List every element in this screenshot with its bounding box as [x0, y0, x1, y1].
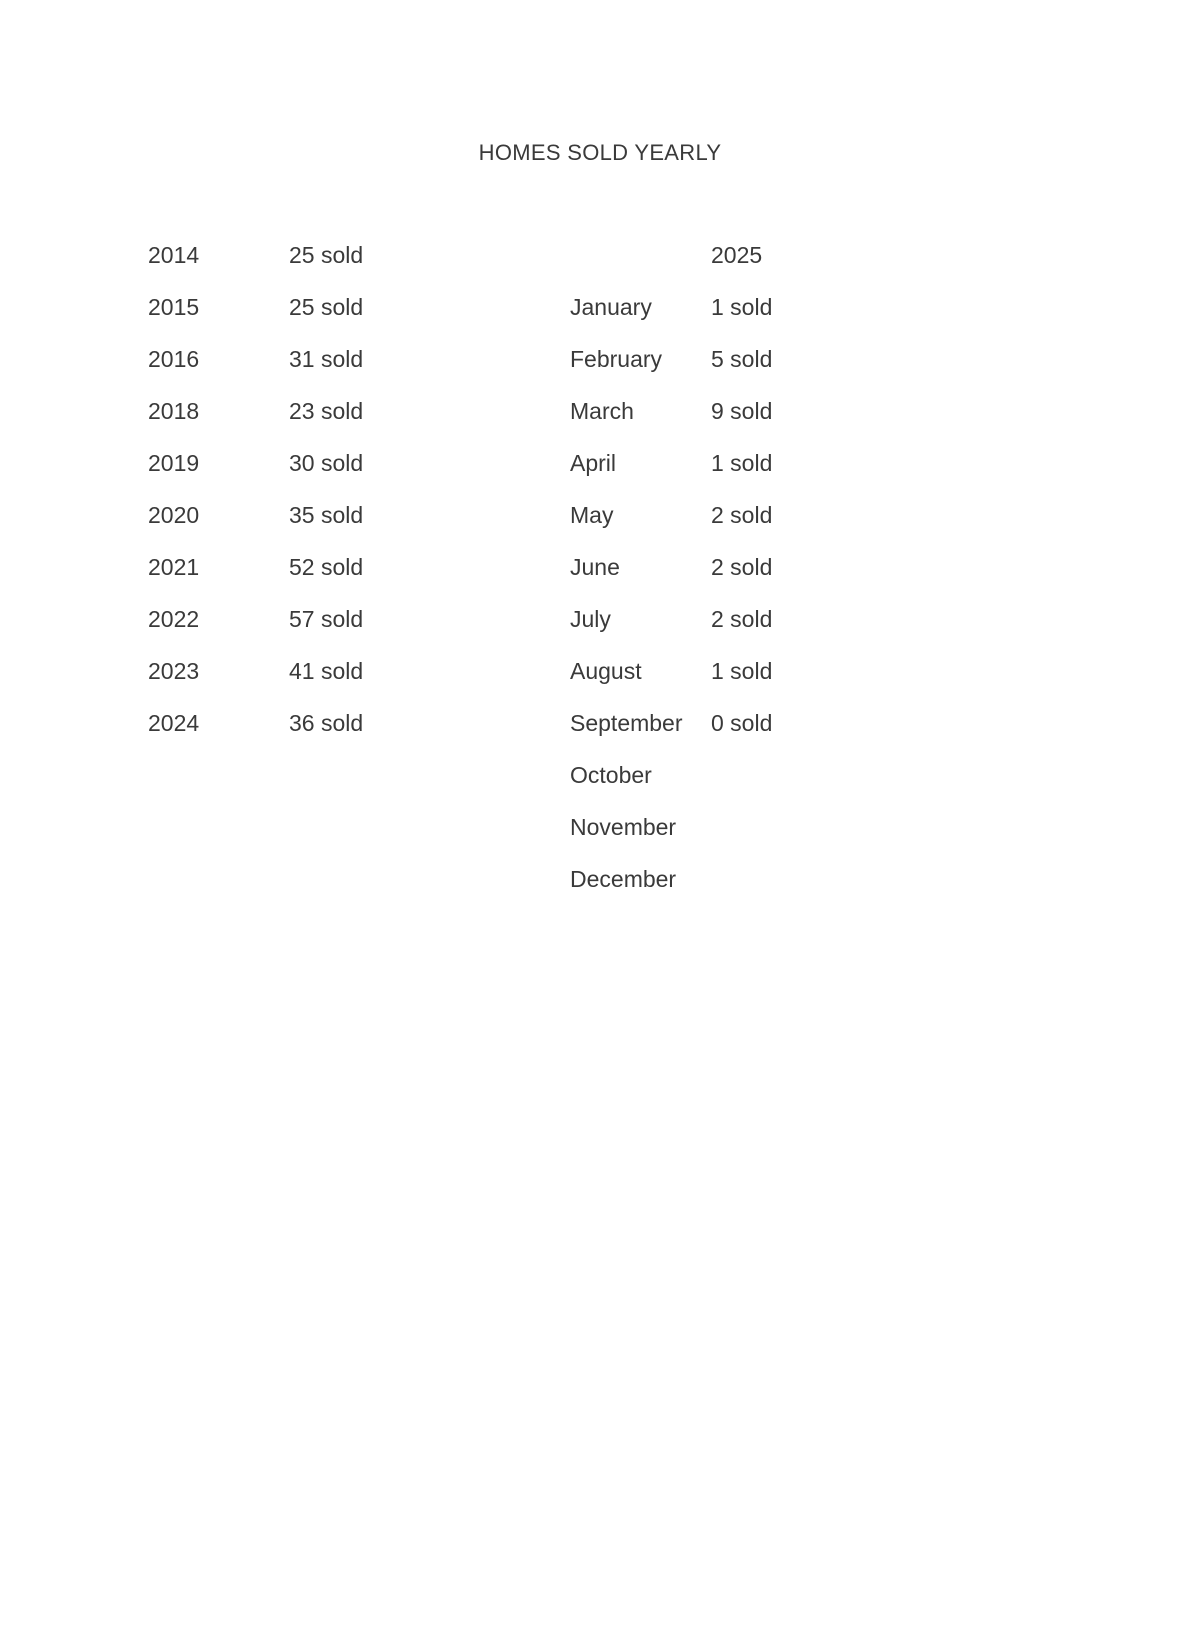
list-item: [570, 552, 870, 604]
year-label: 2021: [148, 554, 200, 580]
list-item: [570, 500, 870, 552]
sold-count: 1 sold: [711, 294, 773, 320]
sold-count: 5 sold: [711, 346, 773, 372]
month-label: December: [570, 866, 677, 892]
month-label: February: [570, 346, 663, 372]
sold-count: 57 sold: [289, 606, 364, 632]
year-label: 2016: [148, 346, 200, 372]
year-label: 2019: [148, 450, 200, 476]
sold-count: 36 sold: [289, 710, 364, 736]
list-item: [570, 344, 870, 396]
list-item: [570, 760, 870, 812]
month-label: May: [570, 502, 614, 528]
year-label: 2022: [148, 606, 200, 632]
sold-count: 23 sold: [289, 398, 364, 424]
list-item: [148, 344, 448, 396]
sold-count: 2 sold: [711, 502, 773, 528]
year-label: 2018: [148, 398, 200, 424]
list-item: [148, 396, 448, 448]
list-item: [570, 812, 870, 864]
sold-count: 9 sold: [711, 398, 773, 424]
month-label: January: [570, 294, 652, 320]
sold-count: 0 sold: [711, 710, 773, 736]
monthly-year-header: [570, 240, 870, 292]
list-item: [148, 292, 448, 344]
list-item: [148, 448, 448, 500]
list-item: [570, 292, 870, 344]
month-label: April: [570, 450, 617, 476]
sold-count: 35 sold: [289, 502, 364, 528]
year-label: 2023: [148, 658, 200, 684]
list-item: [148, 240, 448, 292]
month-label: March: [570, 398, 634, 424]
sold-count: 1 sold: [711, 658, 773, 684]
list-item: [570, 448, 870, 500]
year-label: 2024: [148, 710, 200, 736]
list-item: [570, 708, 870, 760]
sold-count: 2 sold: [711, 554, 773, 580]
sold-count: 25 sold: [289, 242, 364, 268]
year-heading: 2025: [711, 242, 763, 268]
month-label: September: [570, 710, 683, 736]
list-item: [570, 656, 870, 708]
month-label: June: [570, 554, 620, 580]
sold-count: 41 sold: [289, 658, 364, 684]
year-label: 2015: [148, 294, 200, 320]
list-item: [148, 708, 448, 760]
list-item: [570, 864, 870, 916]
month-label: August: [570, 658, 642, 684]
monthly-sales-list: [570, 240, 870, 916]
list-item: [148, 604, 448, 656]
yearly-sales-list: [148, 240, 448, 760]
sold-count: 31 sold: [289, 346, 364, 372]
list-item: [570, 604, 870, 656]
sold-count: 25 sold: [289, 294, 364, 320]
page-title: HOMES SOLD YEARLY: [478, 140, 722, 165]
year-label: 2020: [148, 502, 200, 528]
sold-count: 1 sold: [711, 450, 773, 476]
sold-count: 30 sold: [289, 450, 364, 476]
list-item: [148, 656, 448, 708]
list-item: [148, 500, 448, 552]
month-label: October: [570, 762, 652, 788]
sold-count: 52 sold: [289, 554, 364, 580]
month-label: July: [570, 606, 611, 632]
list-item: [148, 552, 448, 604]
sold-count: 2 sold: [711, 606, 773, 632]
year-label: 2014: [148, 242, 200, 268]
month-label: November: [570, 814, 677, 840]
list-item: [570, 396, 870, 448]
